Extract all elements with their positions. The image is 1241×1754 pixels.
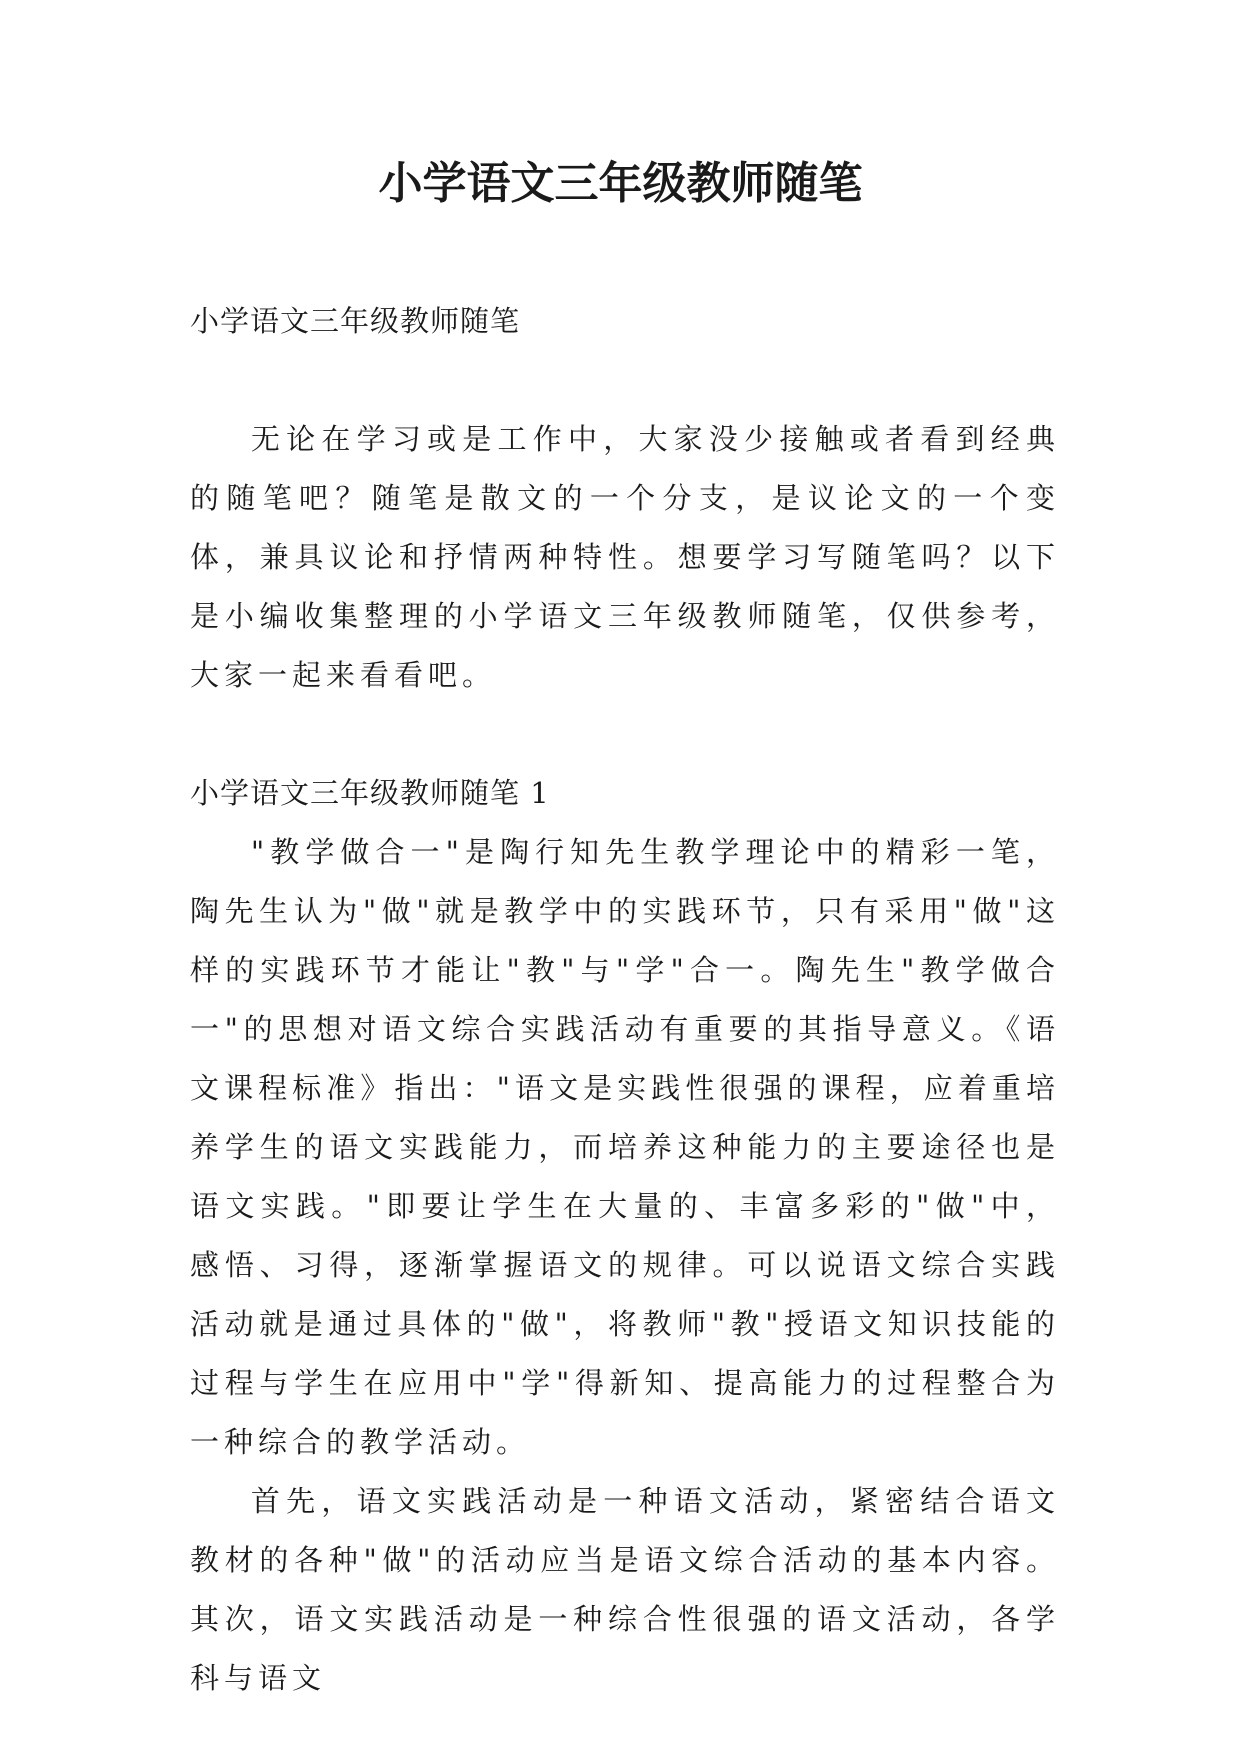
intro-paragraph: 无论在学习或是工作中，大家没少接触或者看到经典的随笔吧？随笔是散文的一个分支，是议论文的一个变体，兼具议论和抒情两种特性。想要学习写随笔吗？以下是小编收集整理的小学语文三年级教师随笔，仅供参考，大家一起来看看吧。	[190, 422, 1060, 692]
spacer	[190, 351, 1060, 410]
document-body	[190, 292, 1060, 1708]
body-paragraph: 首先，语文实践活动是一种语文活动，紧密结合语文教材的各种"做"的活动应当是语文综合活动的基本内容。其次，语文实践活动是一种综合性很强的语文活动，各学科与语文	[190, 1484, 1060, 1695]
body-paragraph: "教学做合一"是陶行知先生教学理论中的精彩一笔，陶先生认为"做"就是教学中的实践环节，只有采用"做"这样的实践环节才能让"教"与"学"合一。陶先生"教学做合一"的思想对语文综合实践活动有重要的其指导意义。《语文课程标准》指出："语文是实践性很强的课程，应着重培养学生的语文实践能力，而培养这种能力的主要途径也是语文实践。"即要让学生在大量的、丰富多彩的"做"中，感悟、习得，逐渐掌握语文的规律。可以说语文综合实践活动就是通过具体的"做"，将教师"教"授语文知识技能的过程与学生在应用中"学"得新知、提高能力的过程整合为一种综合的教学活动。	[190, 835, 1060, 1459]
section-heading: 小学语文三年级教师随笔 1	[190, 776, 550, 810]
document-subtitle: 小学语文三年级教师随笔	[190, 304, 521, 338]
document-title: 小学语文三年级教师随笔	[378, 158, 863, 209]
spacer	[190, 705, 1060, 764]
